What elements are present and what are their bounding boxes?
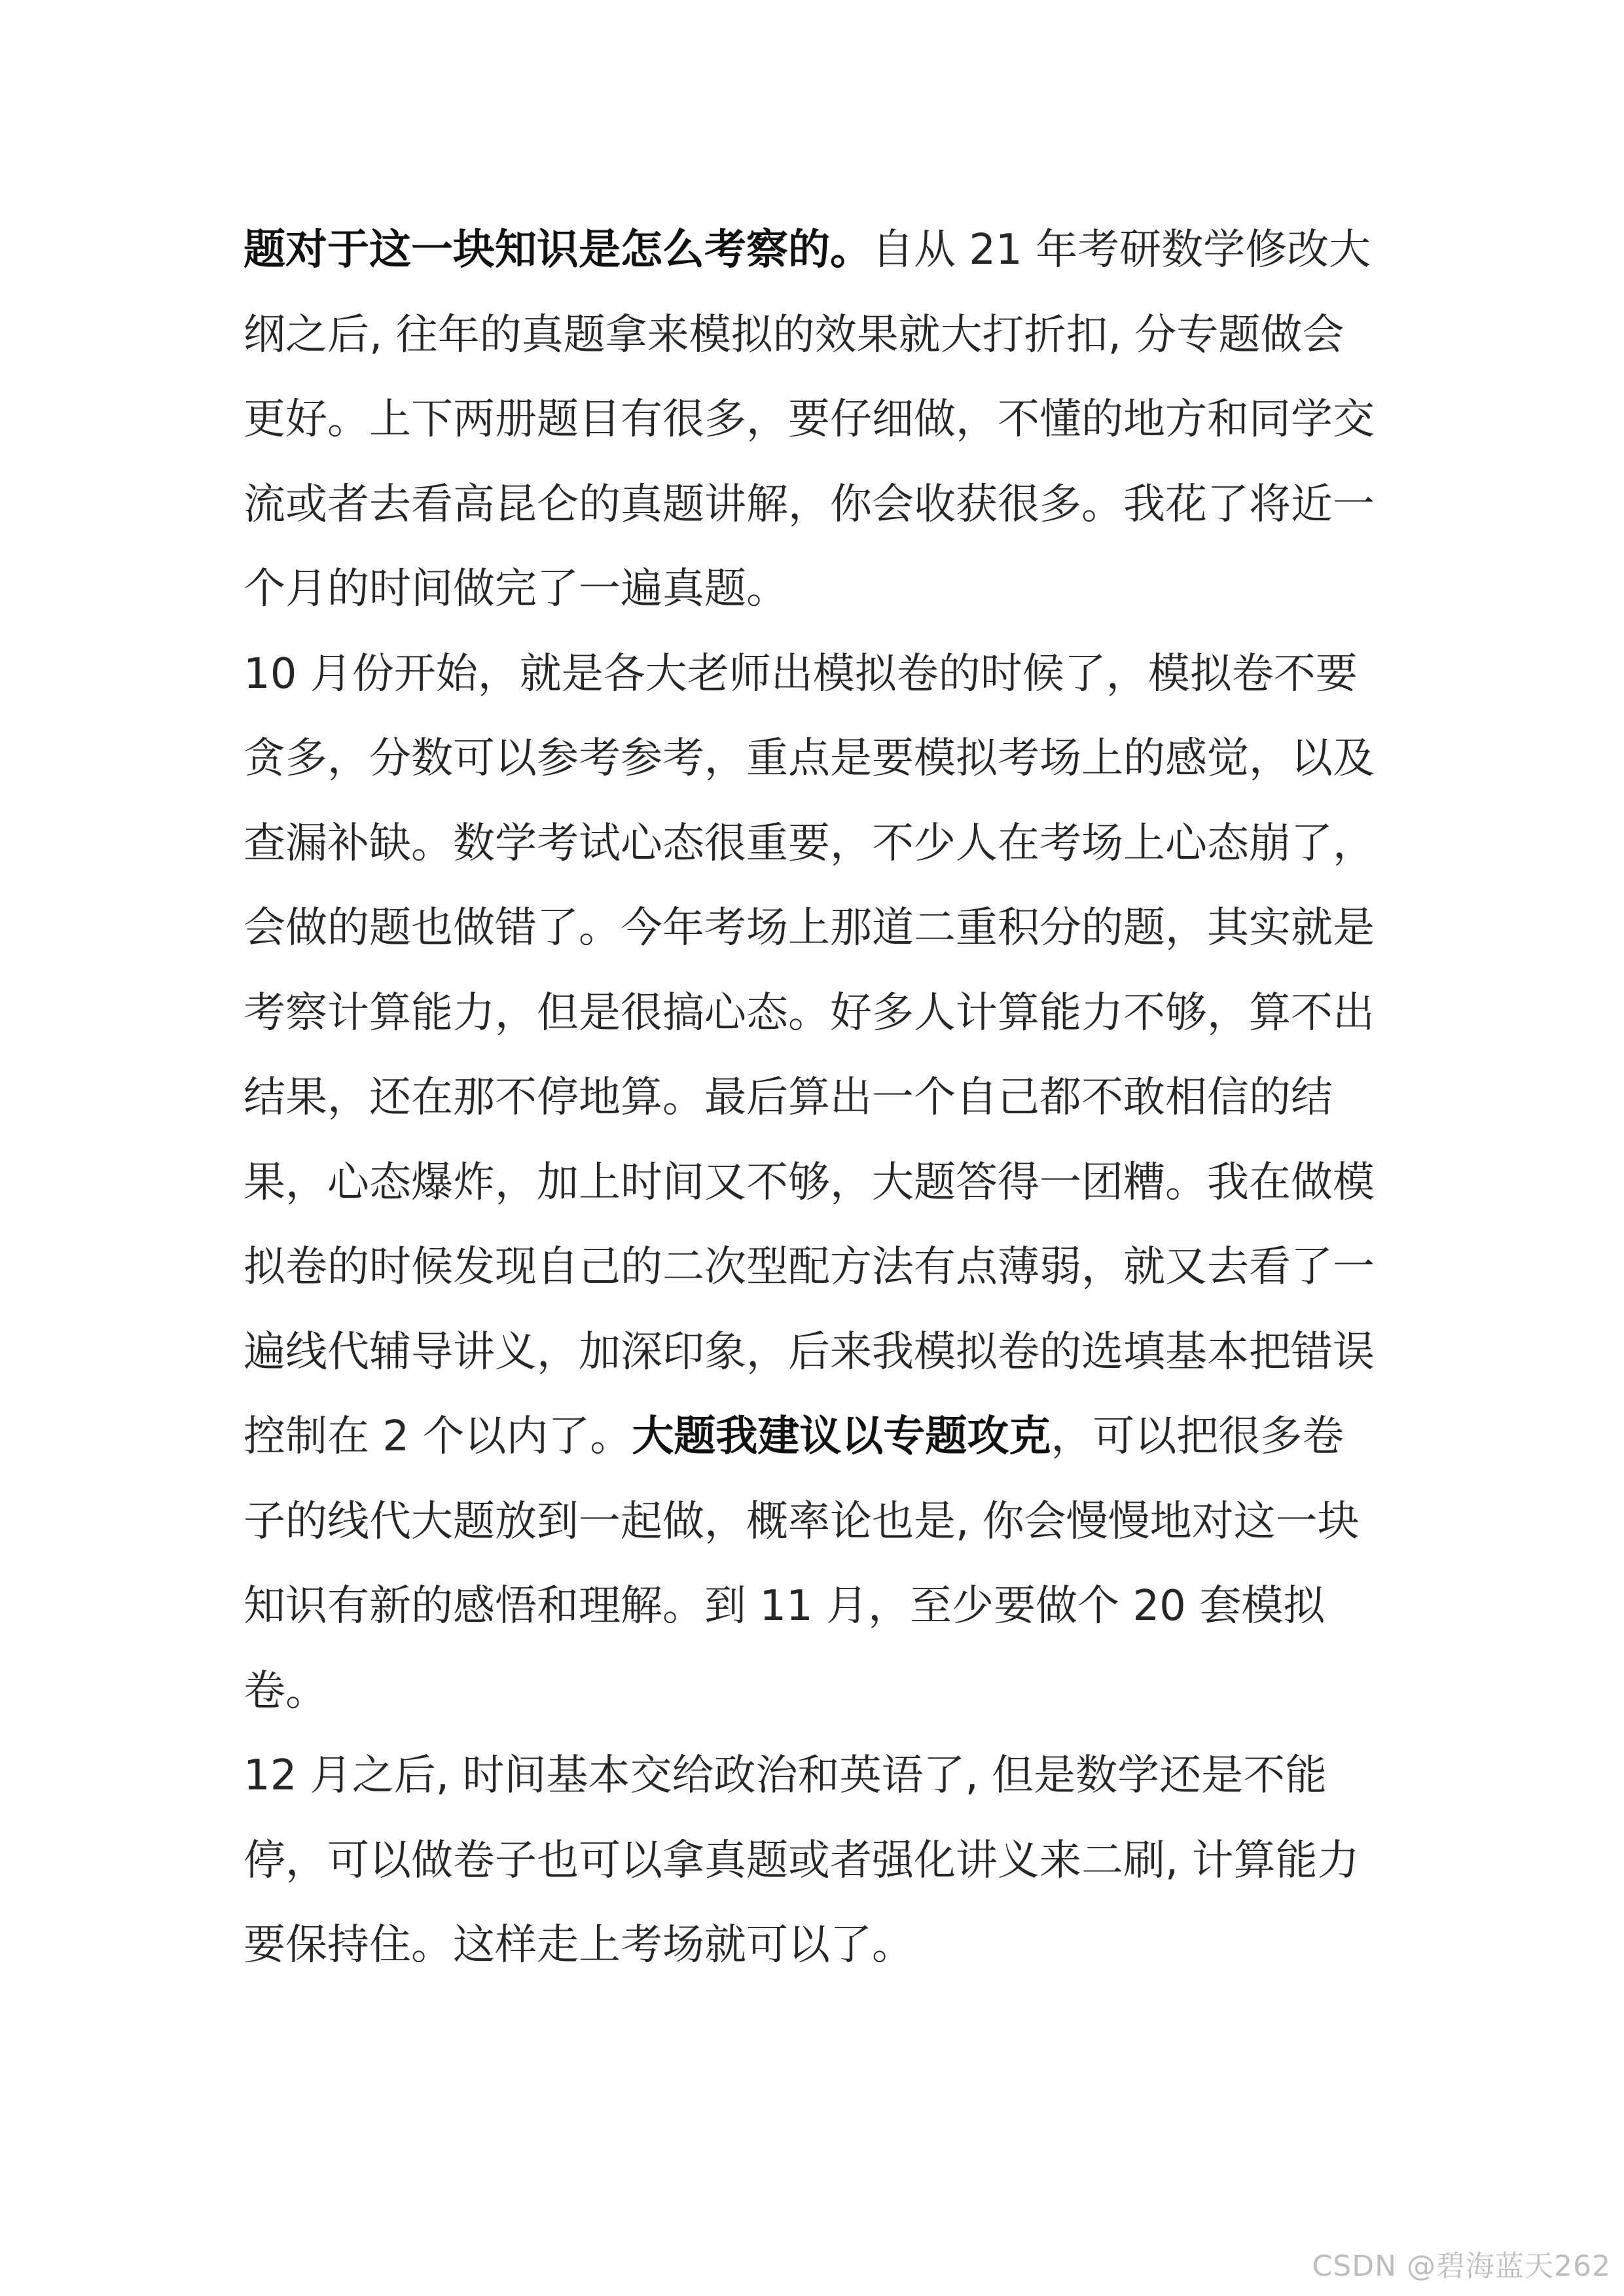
paragraph-1 <box>244 208 1382 632</box>
document-body <box>244 208 1382 1988</box>
paragraph-3-text: 12 月之后, 时间基本交给政治和英语了, 但是数学还是不能停，可以做卷子也可以拿真题或者强化讲义来二刷, 计算能力要保持住。这样走上考场就可以了。 <box>244 1751 1360 1969</box>
paragraph-2-text-a: 10 月份开始，就是各大老师出模拟卷的时候了，模拟卷不要贪多，分数可以参考参考，重点是要模拟考场上的感觉，以及查漏补缺。数学考试心态很重要，不少人在考场上心态崩了，会做的题也做错了。今年考场上那道二重积分的题，其实就是考察计算能力，但是很搞心态。好多人计算能力不够，算不出结果，还在那不停地算。最后算出一个自己都不敢相信的结果，心态爆炸，加上时间又不够，大题答得一团糟。我在做模拟卷的时候发现自己的二次型配方法有点薄弱，就又去看了一遍线代辅导讲义，加深印象，后来我模拟卷的选填基本把错误控制在 2 个以内了。 <box>244 649 1375 1461</box>
paragraph-2 <box>244 632 1382 1734</box>
paragraph-1-text: 自从 21 年考研数学修改大纲之后, 往年的真题拿来模拟的效果就大打折扣, 分专题做会更好。上下两册题目有很多，要仔细做，不懂的地方和同学交流或者去看高昆仑的真题讲解，你会收获很多。我花了将近一个月的时间做完了一遍真题。 <box>244 226 1375 613</box>
csdn-watermark: CSDN @碧海蓝天262 <box>1312 2250 1611 2283</box>
paragraph-3 <box>244 1734 1382 1988</box>
paragraph-2-text-b: ，可以把很多卷子的线代大题放到一起做，概率论也是, 你会慢慢地对这一块知识有新的感悟和理解。到 11 月，至少要做个 20 套模拟卷。 <box>244 1412 1360 1715</box>
bold-phrase-1: 题对于这一块知识是怎么考察的。 <box>244 226 872 274</box>
bold-phrase-2: 大题我建议以专题攻克 <box>632 1412 1051 1461</box>
